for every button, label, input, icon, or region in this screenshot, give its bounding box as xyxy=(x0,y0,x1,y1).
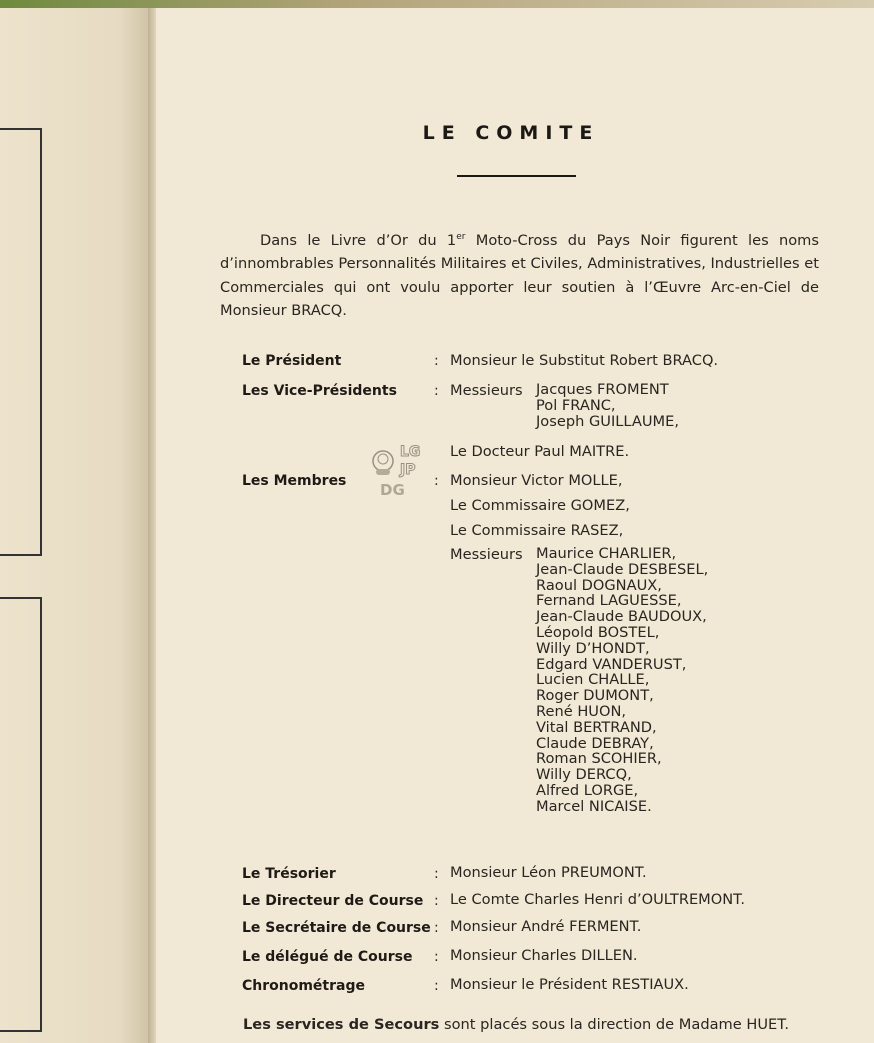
top-edge-strip xyxy=(0,0,874,8)
name-item: Roman SCOHIER, xyxy=(536,750,662,768)
stamp-text-3: DG xyxy=(380,481,405,499)
intro-superscript: er xyxy=(456,232,466,242)
colon: : xyxy=(434,383,439,399)
name-item: Joseph GUILLAUME, xyxy=(536,412,679,430)
vice-president-extra: Le Docteur Paul MAITRE. xyxy=(450,443,630,460)
members-prefix: Messieurs xyxy=(450,546,523,563)
role-vice-presidents: Les Vice-Présidents xyxy=(242,383,397,399)
name-item: Alfred LORGE, xyxy=(536,781,639,799)
name-item: Vital BERTRAND, xyxy=(536,718,657,736)
name-item: Pol FRANC, xyxy=(536,396,616,414)
intro-paragraph xyxy=(220,226,819,323)
role-race-director: Le Directeur de Course xyxy=(242,893,424,909)
stamp-text-2: JP xyxy=(400,462,416,478)
page-title: LE COMITE xyxy=(422,122,600,144)
timing-name: Monsieur le Président RESTIAUX. xyxy=(450,976,689,993)
president-name: Monsieur le Substitut Robert BRACQ. xyxy=(450,352,719,369)
footer-note xyxy=(243,1016,789,1033)
role-treasurer: Le Trésorier xyxy=(242,866,336,882)
race-director-name: Le Comte Charles Henri d’OULTREMONT. xyxy=(450,891,746,908)
name-item: Fernand LAGUESSE, xyxy=(536,592,682,610)
colon: : xyxy=(434,978,439,994)
name-item: René HUON, xyxy=(536,702,627,720)
members-names xyxy=(536,546,708,815)
member-line: Le Commissaire RASEZ, xyxy=(450,522,624,539)
name-item: Jacques FROMENT xyxy=(536,381,669,398)
name-item: Jean-Claude BAUDOUX, xyxy=(536,608,707,626)
footer-bold: Les services de Secours xyxy=(243,1016,440,1033)
role-timing: Chronométrage xyxy=(242,978,365,994)
name-item: Jean-Claude DESBESEL, xyxy=(536,560,709,578)
role-members: Les Membres xyxy=(242,473,347,489)
colon: : xyxy=(434,866,439,882)
name-item: Maurice CHARLIER, xyxy=(536,545,677,562)
role-race-delegate: Le délégué de Course xyxy=(242,949,413,965)
name-item: Léopold BOSTEL, xyxy=(536,623,660,641)
colon: : xyxy=(434,473,439,489)
stamp-text-1: LG xyxy=(400,444,421,460)
name-item: Claude DEBRAY, xyxy=(536,734,654,752)
colon: : xyxy=(434,949,439,965)
name-item: Willy D’HONDT, xyxy=(536,639,650,657)
colon: : xyxy=(434,920,439,936)
role-president: Le Président xyxy=(242,353,342,369)
colon: : xyxy=(434,353,439,369)
race-delegate-name: Monsieur Charles DILLEN. xyxy=(450,947,638,964)
vice-presidents-prefix: Messieurs xyxy=(450,382,523,399)
member-line: Monsieur Victor MOLLE, xyxy=(450,472,623,489)
left-page-box-top xyxy=(0,128,42,556)
treasurer-name: Monsieur Léon PREUMONT. xyxy=(450,864,647,881)
name-item: Marcel NICAISE. xyxy=(536,797,652,815)
intro-text-start: Dans le Livre d’Or du 1 xyxy=(260,231,457,249)
title-underline xyxy=(457,175,576,177)
name-item: Roger DUMONT, xyxy=(536,687,654,705)
intro-text-end: Moto-Cross du Pays Noir figurent les noms d’innombrables Personnalités Militaires et Civiles, Administratives, Industrielles et Commerciales qui ont voulu apporter leur soutien à l’Œuvre Arc-en-Ciel de Monsieur BRACQ. xyxy=(220,231,819,320)
footer-rest: sont placés sous la direction de Madame HUET. xyxy=(439,1016,790,1033)
left-page xyxy=(0,0,150,1043)
role-race-secretary: Le Secrétaire de Course xyxy=(242,920,431,936)
collector-stamp-icon xyxy=(370,441,426,499)
vice-presidents-names xyxy=(536,382,679,429)
name-item: Willy DERCQ, xyxy=(536,766,632,784)
race-secretary-name: Monsieur André FERMENT. xyxy=(450,918,642,935)
name-item: Edgard VANDERUST, xyxy=(536,655,687,673)
member-line: Le Commissaire GOMEZ, xyxy=(450,497,630,514)
colon: : xyxy=(434,893,439,909)
name-item: Lucien CHALLE, xyxy=(536,671,650,689)
name-item: Raoul DOGNAUX, xyxy=(536,576,662,594)
left-page-box-bottom xyxy=(0,597,42,1032)
